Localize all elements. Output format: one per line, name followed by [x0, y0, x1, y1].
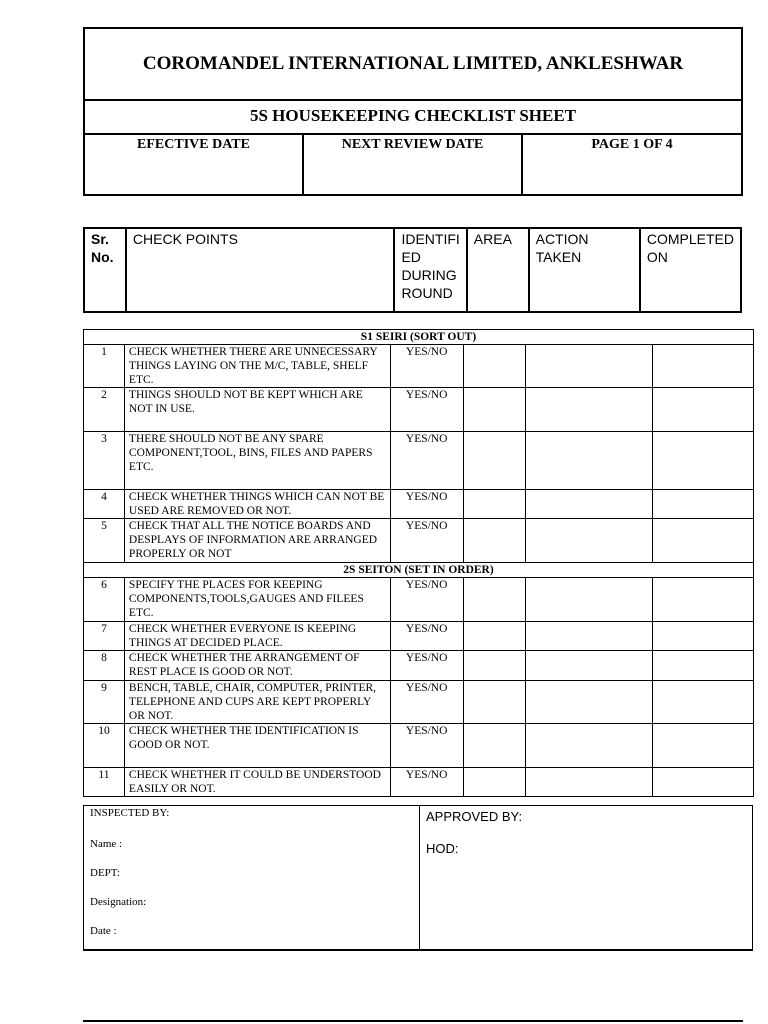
yes-no-status: YES/NO — [390, 681, 463, 724]
yes-no-status: YES/NO — [390, 724, 463, 768]
signoff-block — [83, 805, 753, 951]
completed-on-cell[interactable] — [653, 768, 754, 797]
checklist-row — [84, 578, 754, 622]
action-taken-cell[interactable] — [526, 622, 653, 651]
action-taken-cell[interactable] — [526, 388, 653, 432]
completed-on-cell[interactable] — [653, 724, 754, 768]
col-area: AREA — [467, 228, 529, 312]
row-number: 10 — [84, 724, 125, 768]
designation-field: Designation: — [90, 896, 147, 908]
row-number: 5 — [84, 519, 125, 563]
row-number: 7 — [84, 622, 125, 651]
header-meta-row — [85, 133, 741, 194]
yes-no-status: YES/NO — [390, 622, 463, 651]
checklist-row — [84, 768, 754, 797]
dept-field: DEPT: — [90, 867, 121, 879]
checklist-table — [83, 329, 754, 797]
company-name: COROMANDEL INTERNATIONAL LIMITED, ANKLESHWAR — [85, 29, 741, 101]
completed-on-cell[interactable] — [653, 622, 754, 651]
action-taken-cell[interactable] — [526, 651, 653, 681]
sheet-title: 5S HOUSEKEEPING CHECKLIST SHEET — [85, 99, 741, 135]
action-taken-cell[interactable] — [526, 490, 653, 519]
action-taken-cell[interactable] — [526, 681, 653, 724]
name-field: Name : — [90, 838, 123, 850]
row-number: 3 — [84, 432, 125, 490]
effective-date-label: EFECTIVE DATE — [85, 133, 304, 194]
area-cell[interactable] — [463, 724, 526, 768]
action-taken-cell[interactable] — [526, 432, 653, 490]
next-page-border — [83, 1020, 743, 1024]
area-cell[interactable] — [463, 388, 526, 432]
area-cell[interactable] — [463, 490, 526, 519]
area-cell[interactable] — [463, 651, 526, 681]
area-cell[interactable] — [463, 432, 526, 490]
row-number: 6 — [84, 578, 125, 622]
approved-by-label: APPROVED BY: — [426, 809, 523, 824]
action-taken-cell[interactable] — [526, 519, 653, 563]
check-point-text: THERE SHOULD NOT BE ANY SPARE COMPONENT,TOOL, BINS, FILES AND PAPERS ETC. — [124, 432, 390, 490]
check-point-text: THINGS SHOULD NOT BE KEPT WHICH ARE NOT IN USE. — [124, 388, 390, 432]
checklist-row — [84, 651, 754, 681]
row-number: 2 — [84, 388, 125, 432]
check-point-text: CHECK WHETHER THE ARRANGEMENT OF REST PLACE IS GOOD OR NOT. — [124, 651, 390, 681]
section-title: S1 SEIRI (SORT OUT) — [84, 330, 754, 345]
col-sr-no: Sr. No. — [84, 228, 126, 312]
area-cell[interactable] — [463, 519, 526, 563]
yes-no-status: YES/NO — [390, 490, 463, 519]
check-point-text: CHECK WHETHER THE IDENTIFICATION IS GOOD OR NOT. — [124, 724, 390, 768]
area-cell[interactable] — [463, 345, 526, 388]
checklist-row — [84, 432, 754, 490]
check-point-text: SPECIFY THE PLACES FOR KEEPING COMPONENTS,TOOLS,GAUGES AND FILEES ETC. — [124, 578, 390, 622]
area-cell[interactable] — [463, 681, 526, 724]
completed-on-cell[interactable] — [653, 519, 754, 563]
completed-on-cell[interactable] — [653, 388, 754, 432]
completed-on-cell[interactable] — [653, 432, 754, 490]
document-header — [83, 27, 743, 196]
col-completed-on: COMPLETED ON — [640, 228, 741, 312]
area-cell[interactable] — [463, 768, 526, 797]
check-point-text: CHECK WHETHER THERE ARE UNNECESSARY THINGS LAYING ON THE M/C, TABLE, SHELF ETC. — [124, 345, 390, 388]
col-action-taken: ACTION TAKEN — [529, 228, 640, 312]
check-point-text: BENCH, TABLE, CHAIR, COMPUTER, PRINTER, TELEPHONE AND CUPS ARE KEPT PROPERLY OR NOT. — [124, 681, 390, 724]
checklist-row — [84, 388, 754, 432]
row-number: 11 — [84, 768, 125, 797]
checklist-row — [84, 724, 754, 768]
check-point-text: CHECK WHETHER THINGS WHICH CAN NOT BE USED ARE REMOVED OR NOT. — [124, 490, 390, 519]
action-taken-cell[interactable] — [526, 345, 653, 388]
area-cell[interactable] — [463, 622, 526, 651]
yes-no-status: YES/NO — [390, 432, 463, 490]
yes-no-status: YES/NO — [390, 768, 463, 797]
yes-no-status: YES/NO — [390, 388, 463, 432]
yes-no-status: YES/NO — [390, 578, 463, 622]
check-point-text: CHECK WHETHER IT COULD BE UNDERSTOOD EASILY OR NOT. — [124, 768, 390, 797]
inspected-by-label: INSPECTED BY: — [90, 807, 170, 819]
completed-on-cell[interactable] — [653, 681, 754, 724]
checklist-row — [84, 490, 754, 519]
action-taken-cell[interactable] — [526, 724, 653, 768]
column-header-table — [83, 227, 742, 313]
completed-on-cell[interactable] — [653, 578, 754, 622]
page-number: PAGE 1 OF 4 — [591, 137, 673, 152]
checklist-row — [84, 622, 754, 651]
area-cell[interactable] — [463, 578, 526, 622]
checklist-row — [84, 681, 754, 724]
approval-panel — [426, 806, 752, 949]
checklist-row — [84, 519, 754, 563]
yes-no-status: YES/NO — [390, 345, 463, 388]
date-field: Date : — [90, 925, 117, 937]
action-taken-cell[interactable] — [526, 578, 653, 622]
next-review-date-label: NEXT REVIEW DATE — [304, 133, 523, 194]
row-number: 9 — [84, 681, 125, 724]
row-number: 8 — [84, 651, 125, 681]
section-header — [84, 330, 754, 345]
completed-on-cell[interactable] — [653, 651, 754, 681]
hod-field: HOD: — [426, 841, 459, 856]
col-identified: IDENTIFI ED DURING ROUND — [394, 228, 466, 312]
col-check-points: CHECK POINTS — [126, 228, 395, 312]
yes-no-status: YES/NO — [390, 519, 463, 563]
completed-on-cell[interactable] — [653, 490, 754, 519]
section-header — [84, 563, 754, 578]
check-point-text: CHECK WHETHER EVERYONE IS KEEPING THINGS AT DECIDED PLACE. — [124, 622, 390, 651]
check-point-text: CHECK THAT ALL THE NOTICE BOARDS AND DESPLAYS OF INFORMATION ARE ARRANGED PROPERLY OR NOT — [124, 519, 390, 563]
section-title: 2S SEITON (SET IN ORDER) — [84, 563, 754, 578]
row-number: 1 — [84, 345, 125, 388]
yes-no-status: YES/NO — [390, 651, 463, 681]
action-taken-cell[interactable] — [526, 768, 653, 797]
completed-on-cell[interactable] — [653, 345, 754, 388]
inspection-panel — [84, 806, 420, 949]
row-number: 4 — [84, 490, 125, 519]
checklist-row — [84, 345, 754, 388]
